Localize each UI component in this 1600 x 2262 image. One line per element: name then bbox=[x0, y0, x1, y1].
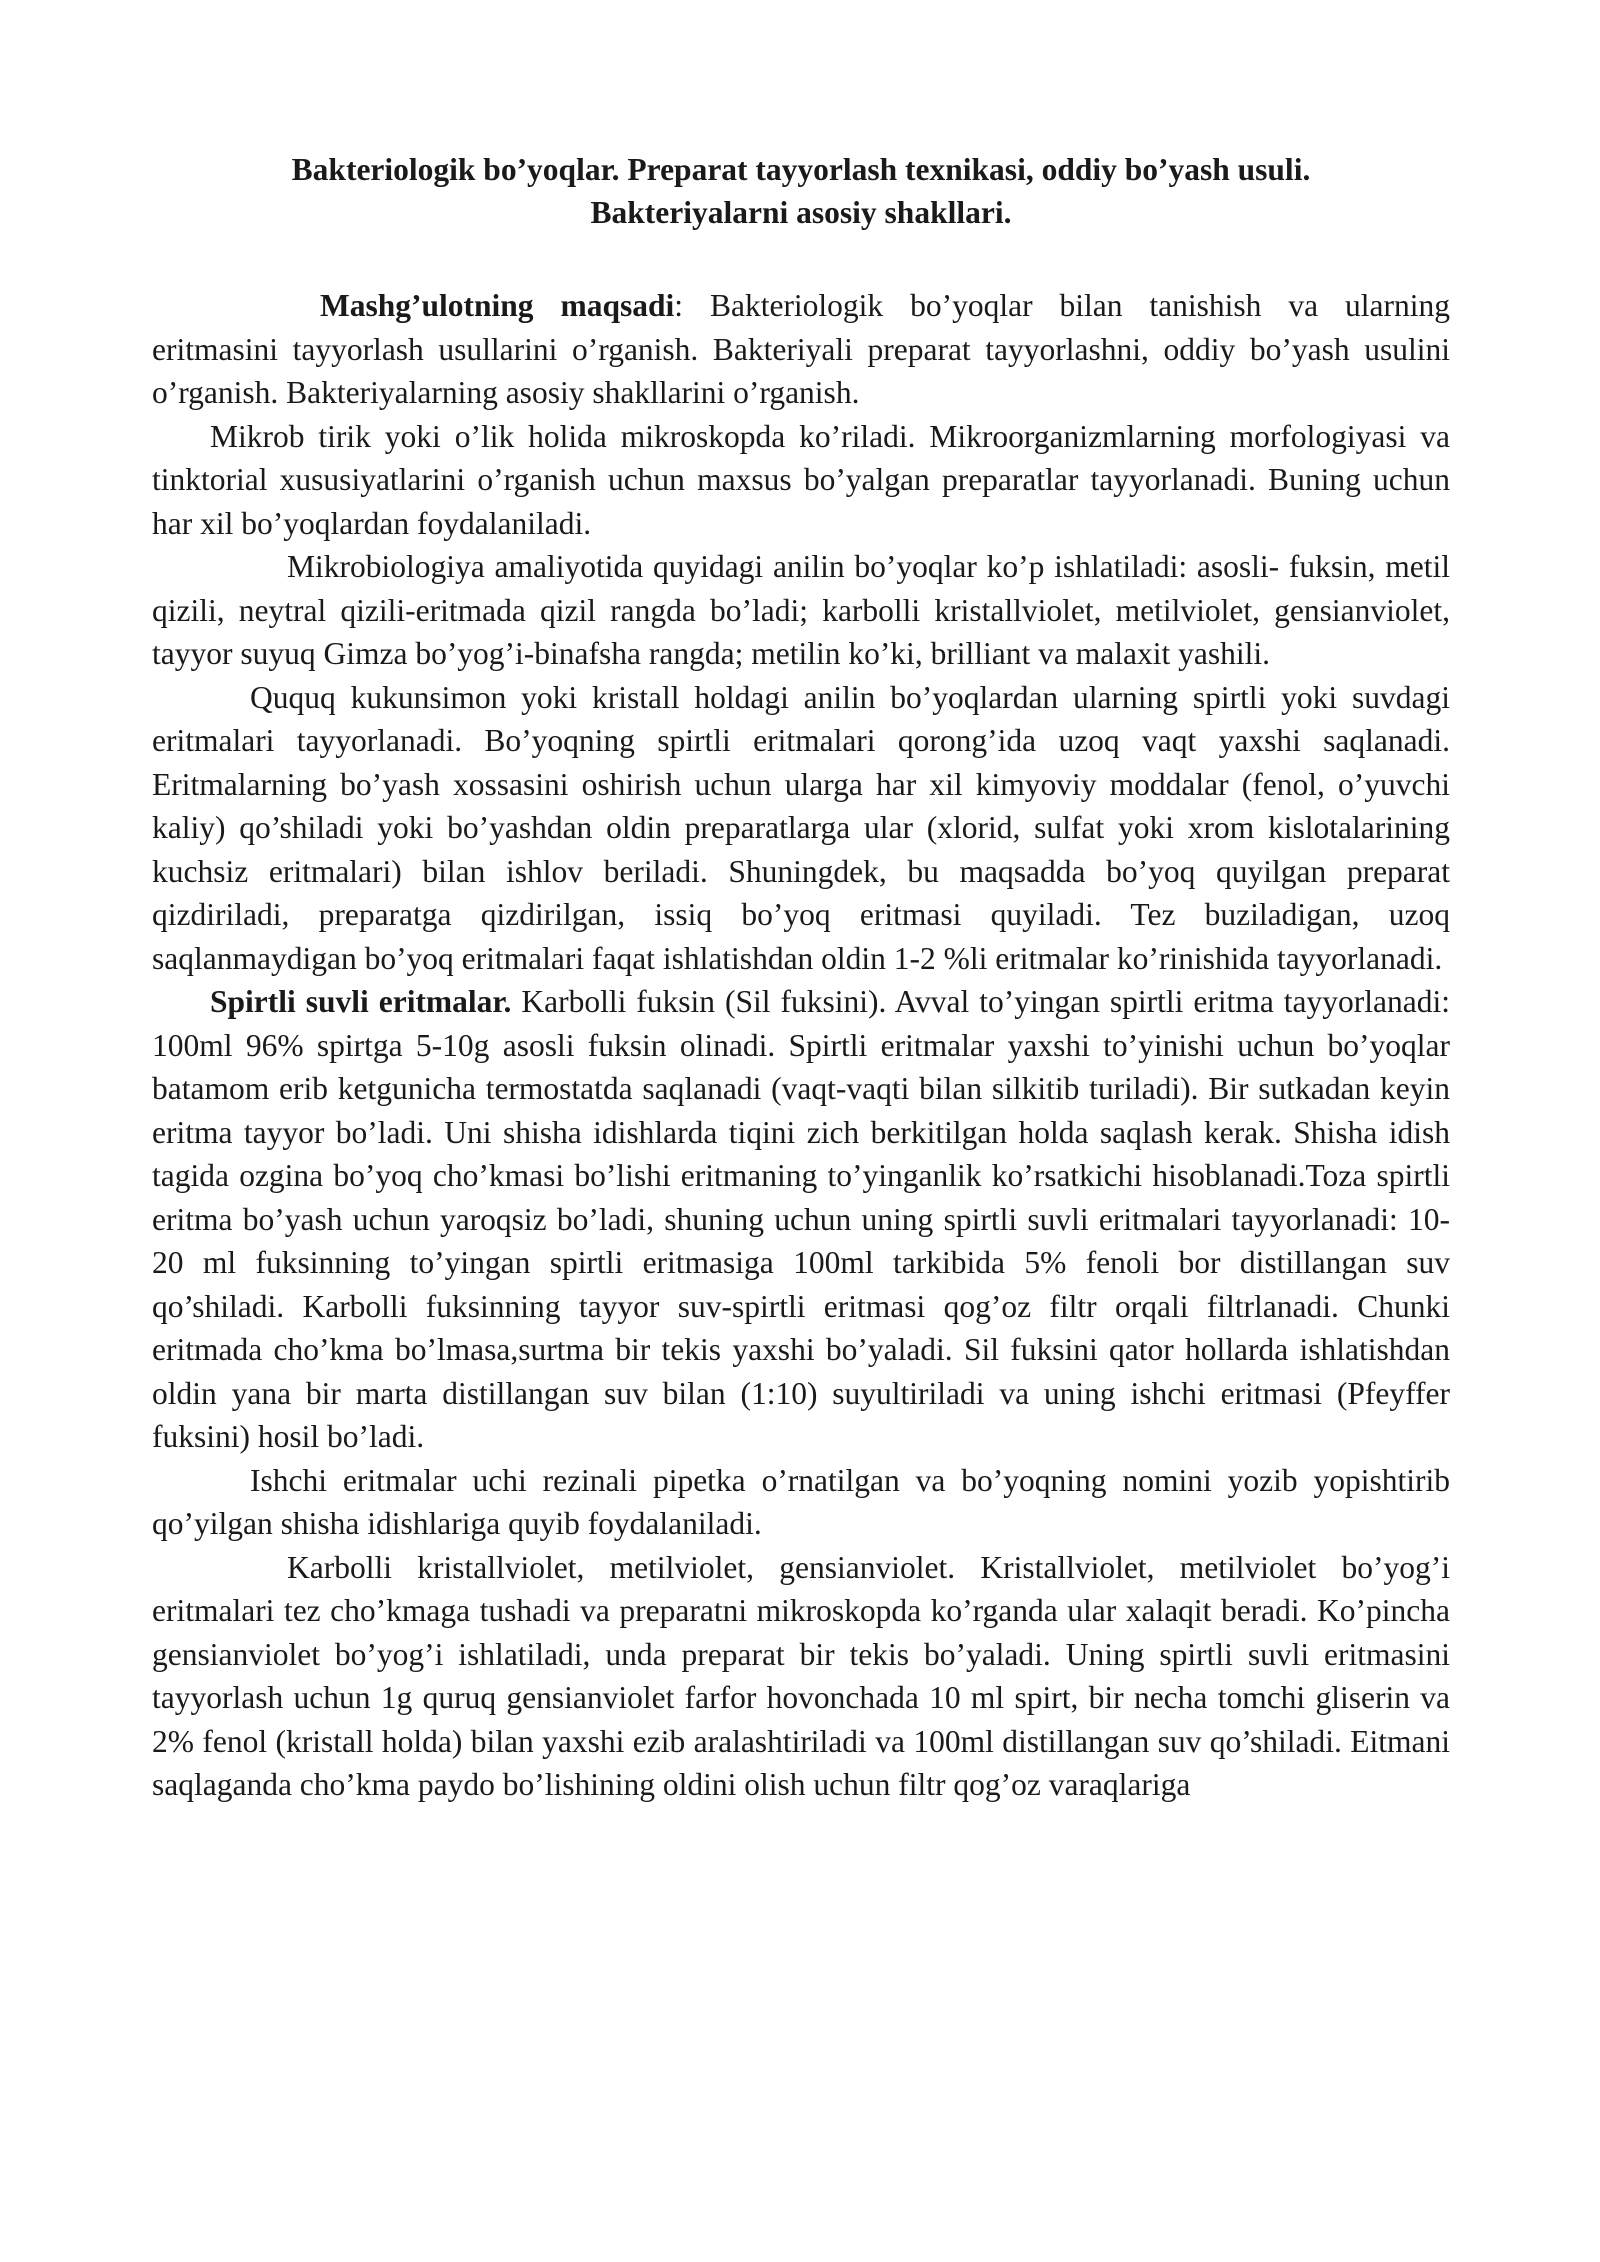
objective-text: : Bakteriologik bo’yoqlar bilan tanishish va ularning eritmasini tayyorlash usullarini o’rganish. Bakteriyali preparat tayyorlashni, oddiy bo’yash usulini o’rganish. Bakteriyalarning asosiy shakllarini o’rganish. bbox=[152, 288, 1450, 410]
paragraph-crystal-violet: Karbolli kristallviolet, metilviolet, gensianviolet. Kristallviolet, metilviolet bo’yog’i eritmalari tez cho’kmaga tushadi va preparatni mikroskopda ko’rganda ular xalaqit beradi. Ko’pincha gensianviolet bo’yog’i ishlatiladi, unda preparat bir tekis bo’yaladi. Uning spirtli suvli eritmasini tayyorlash uchun 1g quruq gensianviolet farfor hovonchada 10 ml spirt, bir necha tomchi gliserin va 2% fenol (kristall holda) bilan yaxshi ezib aralashtiriladi va 100ml distillangan suv qo’shiladi. Eitmani saqlaganda cho’kma paydo bo’lishining oldini olish uchun filtr qog’oz varaqlariga bbox=[152, 1549, 1450, 1802]
objective-label: Mashg’ulotning maqsadi bbox=[320, 288, 675, 323]
page-title bbox=[152, 148, 1450, 234]
paragraph-solutions: Ququq kukunsimon yoki kristall holdagi anilin bo’yoqlardan ularning spirtli yoki suvdagi eritmalari tayyorlanadi. Bo’yoqning spirtli eritmalari qorong’ida uzoq vaqt yaxshi saqlanadi. Eritmalarning bo’yash xossasini oshirish uchun ularga har xil kimyoviy moddalar (fenol, o’yuvchi kaliy) qo’shiladi yoki bo’yashdan oldin preparatlarga ular (xlorid, sulfat yoki xrom kislotalarining kuchsiz eritmalari) bilan ishlov beriladi. Shuningdek, bu maqsadda bo’yoq quyilgan preparat qizdiriladi, preparatga qizdirilgan, issiq bo’yoq eritmasi quyiladi. Tez buziladigan, uzoq saqlanmaydigan bo’yoq eritmalari faqat ishlatishdan oldin 1-2 %li eritmalar ko’rinishida tayyorlanadi. bbox=[152, 679, 1450, 976]
title-line-1: Bakteriologik bo’yoqlar. Preparat tayyorlash texnikasi, oddiy bo’yash usuli. bbox=[291, 152, 1311, 187]
paragraph-working-solutions: Ishchi eritmalar uchi rezinali pipetka o’rnatilgan va bo’yoqning nomini yozib yopishtirib qo’yilgan shisha idishlariga quyib foydalaniladi. bbox=[152, 1462, 1450, 1541]
paragraph-microbe: Mikrob tirik yoki o’lik holida mikroskopda ko’riladi. Mikroorganizmlarning morfologiyasi va tinktorial xususiyatlarini o’rganish uchun maxsus bo’yalgan preparatlar tayyorlanadi. Buning uchun har xil bo’yoqlardan foydalaniladi. bbox=[152, 418, 1450, 541]
paragraph-alcohol-water-solutions bbox=[152, 980, 1450, 1459]
paragraph-aniline-dyes: Mikrobiologiya amaliyotida quyidagi anilin bo’yoqlar ko’p ishlatiladi: asosli- fuksin, metil qizili, neytral qizili-eritmada qizil rangda bo’ladi; karbolli kristallviolet, metilviolet, gensianviolet, tayyor suyuq Gimza bo’yog’i-binafsha rangda; metilin ko’ki, brilliant va malaxit yashili. bbox=[152, 549, 1450, 671]
document-page bbox=[152, 148, 1450, 1807]
paragraph-objective bbox=[152, 284, 1450, 415]
alcohol-water-label: Spirtli suvli eritmalar. bbox=[210, 984, 512, 1019]
alcohol-water-text: Karbolli fuksin (Sil fuksini). Avval to’yingan spirtli eritma tayyorlanadi: 100ml 96% spirtga 5-10g asosli fuksin olinadi. Spirtli eritmalar yaxshi to’yinishi uchun bo’yoqlar batamom erib ketgunicha termostatda saqlanadi (vaqt-vaqti bilan silkitib turiladi). Bir sutkadan keyin eritma tayyor bo’ladi. Uni shisha idishlarda tiqini zich berkitilgan holda saqlash kerak. Shisha idish tagida ozgina bo’yoq cho’kmasi bo’lishi eritmaning to’yinganlik ko’rsatkichi hisoblanadi.Toza spirtli eritma bo’yash uchun yaroqsiz bo’ladi, shuning uchun uning spirtli suvli eritmalari tayyorlanadi: 10-20 ml fuksinning to’yingan spirtli eritmasiga 100ml tarkibida 5% fenoli bor distillangan suv qo’shiladi. Karbolli fuksinning tayyor suv-spirtli eritmasi qog’oz filtr orqali filtrlanadi. Chunki eritmada cho’kma bo’lmasa,surtma bir tekis yaxshi bo’yaladi. Sil fuksini qator hollarda ishlatishdan oldin yana bir marta distillangan suv bilan (1:10) suyultiriladi va uning ishchi eritmasi (Pfeyffer fuksini) hosil bo’ladi. bbox=[152, 984, 1450, 1454]
title-line-2: Bakteriyalarni asosiy shakllari. bbox=[590, 195, 1012, 230]
